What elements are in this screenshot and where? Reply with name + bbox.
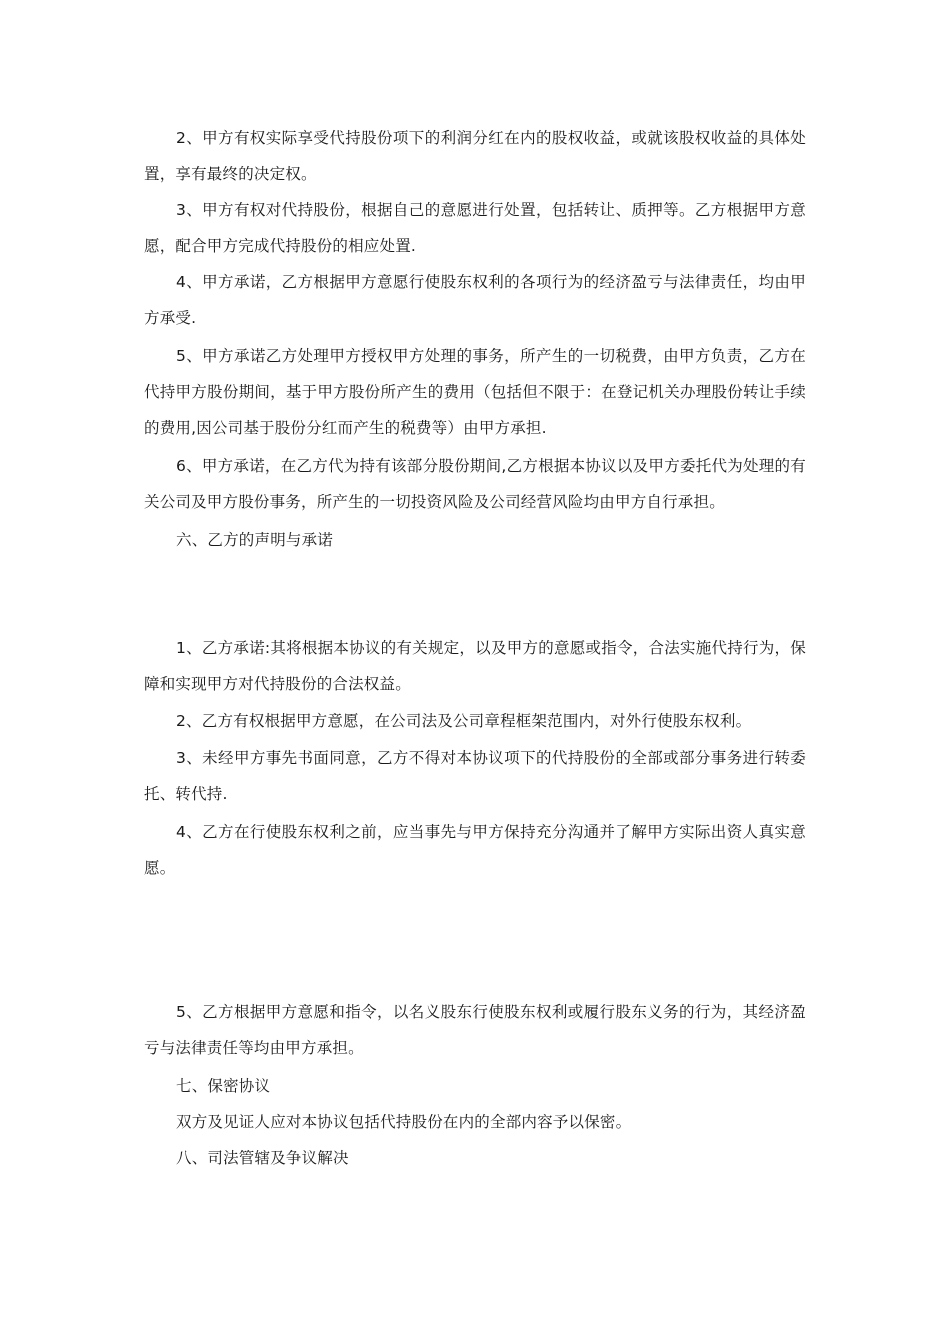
clause-7-body: 双方及见证人应对本协议包括代持股份在内的全部内容予以保密。 [176, 1113, 632, 1131]
clause-6-2: 2、乙方有权根据甲方意愿，在公司法及公司章程框架范围内，对外行使股东权利。 [176, 712, 752, 730]
clause-6-5: 5、乙方根据甲方意愿和指令，以名义股东行使股东权利或履行股东义务的行为，其经济盈亏与法律责任等均由甲方承担。 [144, 1003, 806, 1057]
section-heading-8: 八、司法管辖及争议解决 [176, 1149, 349, 1167]
clause-6-4: 4、乙方在行使股东权利之前，应当事先与甲方保持充分沟通并了解甲方实际出资人真实意愿。 [144, 823, 806, 877]
clause-5-4: 4、甲方承诺，乙方根据甲方意愿行使股东权利的各项行为的经济盈亏与法律责任，均由甲方承受. [144, 273, 806, 327]
section-heading-7: 七、保密协议 [176, 1077, 271, 1095]
clause-5-6: 6、甲方承诺，在乙方代为持有该部分股份期间,乙方根据本协议以及甲方委托代为处理的有关公司及甲方股份事务，所产生的一切投资风险及公司经营风险均由甲方自行承担。 [144, 457, 806, 511]
clause-5-5: 5、甲方承诺乙方处理甲方授权甲方处理的事务，所产生的一切税费，由甲方负责，乙方在代持甲方股份期间，基于甲方股份所产生的费用（包括但不限于：在登记机关办理股份转让手续的费用,因公司基于股份分红而产生的税费等）由甲方承担. [144, 347, 806, 437]
clause-6-3: 3、未经甲方事先书面同意，乙方不得对本协议项下的代持股份的全部或部分事务进行转委托、转代持. [144, 749, 806, 803]
clause-5-3: 3、甲方有权对代持股份，根据自己的意愿进行处置，包括转让、质押等。乙方根据甲方意愿，配合甲方完成代持股份的相应处置. [144, 201, 806, 255]
clause-6-1: 1、乙方承诺:其将根据本协议的有关规定，以及甲方的意愿或指令，合法实施代持行为，保障和实现甲方对代持股份的合法权益。 [144, 639, 806, 693]
clause-5-2: 2、甲方有权实际享受代持股份项下的利润分红在内的股权收益，或就该股权收益的具体处置，享有最终的决定权。 [144, 129, 806, 183]
section-heading-6: 六、乙方的声明与承诺 [176, 531, 334, 549]
